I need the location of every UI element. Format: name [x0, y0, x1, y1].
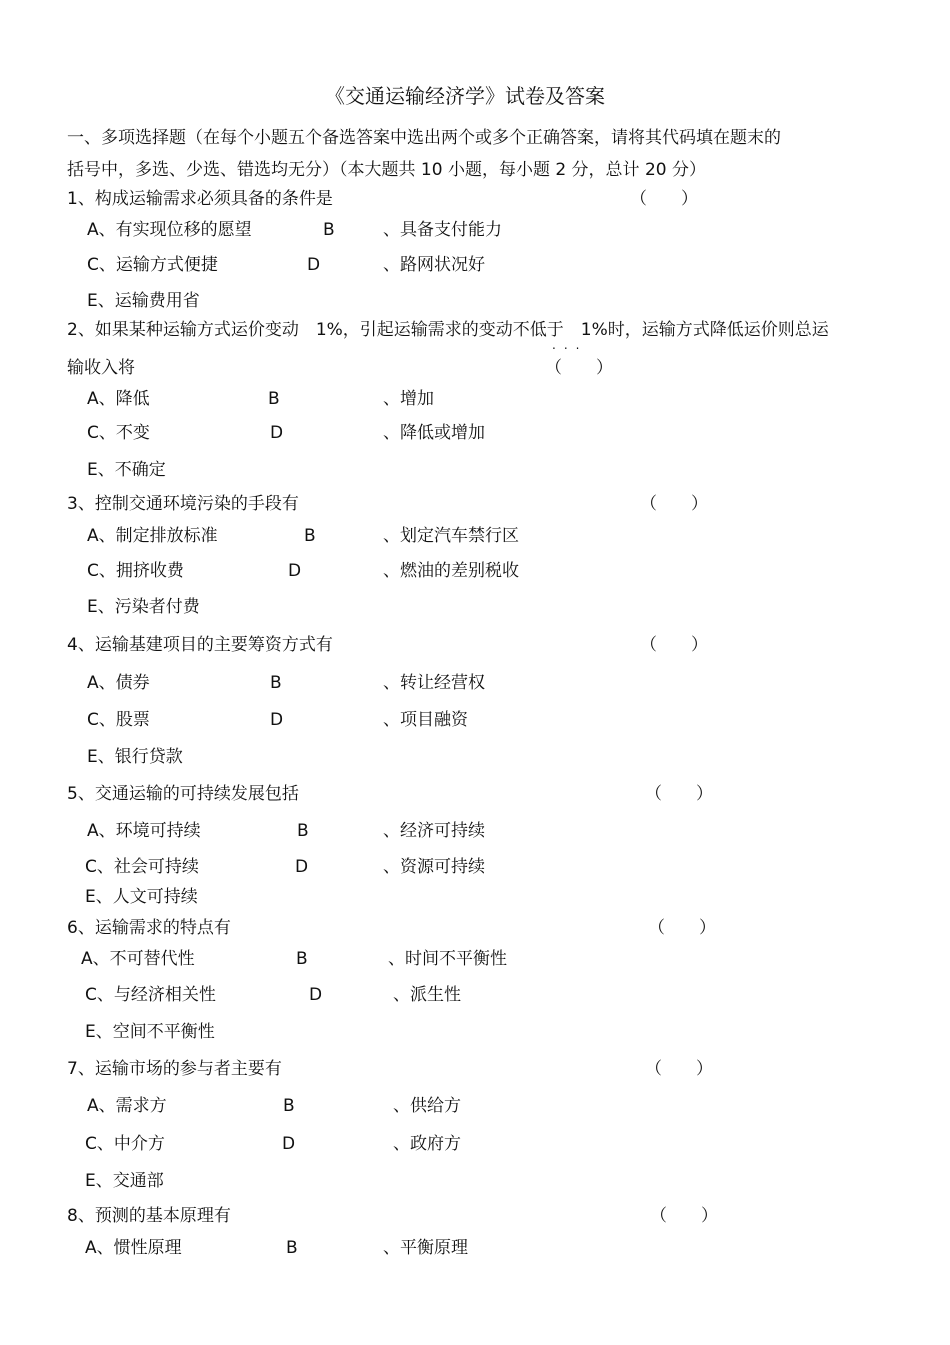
q3-option-d: 、燃油的差别税收	[383, 561, 519, 581]
q7-option-c: C、中介方	[85, 1134, 165, 1154]
q2-option-b-letter: B	[268, 389, 280, 409]
q6-option-d-letter: D	[309, 985, 323, 1005]
q7-option-d-letter: D	[282, 1134, 296, 1154]
q7-answer-paren: （ ）	[645, 1059, 713, 1079]
q5-answer-paren: （ ）	[645, 784, 713, 804]
q5-option-d-letter: D	[295, 857, 309, 877]
q1-answer-paren: （ ）	[630, 189, 698, 209]
q3-option-b: 、划定汽车禁行区	[383, 526, 519, 546]
q4-option-e: E、银行贷款	[87, 747, 183, 767]
q3-option-d-letter: D	[288, 561, 302, 581]
q5-option-b: 、经济可持续	[383, 821, 485, 841]
q3-option-c: C、拥挤收费	[87, 561, 184, 581]
q8-option-b-letter: B	[286, 1238, 298, 1258]
q2-stem-line2: 输收入将	[67, 358, 135, 378]
q5-option-b-letter: B	[297, 821, 309, 841]
q5-option-e: E、人文可持续	[85, 887, 198, 907]
q1-option-d-letter: D	[307, 255, 321, 275]
q6-option-c: C、与经济相关性	[85, 985, 216, 1005]
q7-option-b-letter: B	[283, 1096, 295, 1116]
q2-emphasis-dots: ...	[552, 338, 588, 352]
q1-option-c: C、运输方式便捷	[87, 255, 218, 275]
q2-option-e: E、不确定	[87, 460, 166, 480]
page-title: 《交通运输经济学》试卷及答案	[325, 84, 605, 108]
q4-option-d-letter: D	[270, 710, 284, 730]
q4-answer-paren: （ ）	[640, 635, 708, 655]
q5-stem: 5、交通运输的可持续发展包括	[67, 784, 299, 804]
q1-option-e: E、运输费用省	[87, 291, 200, 311]
q1-option-a: A、有实现位移的愿望	[87, 220, 252, 240]
q2-answer-paren: （ ）	[545, 358, 613, 378]
section-heading-line2: 括号中，多选、少选、错选均无分）（本大题共 10 小题，每小题 2 分，总计 20 分）	[67, 160, 707, 180]
q8-option-a: A、惯性原理	[85, 1238, 182, 1258]
q3-option-a: A、制定排放标准	[87, 526, 218, 546]
q5-option-c: C、社会可持续	[85, 857, 199, 877]
q8-stem: 8、预测的基本原理有	[67, 1206, 231, 1226]
section-heading-line1: 一、多项选择题（在每个小题五个备选答案中选出两个或多个正确答案，请将其代码填在题末的	[67, 128, 781, 148]
q8-answer-paren: （ ）	[650, 1206, 718, 1226]
q6-stem: 6、运输需求的特点有	[67, 918, 231, 938]
q2-option-a: A、降低	[87, 389, 150, 409]
q5-option-a: A、环境可持续	[87, 821, 201, 841]
q2-stem-line1: 2、如果某种运输方式运价变动 1%，引起运输需求的变动不低于 1%时，运输方式降低运价则总运	[67, 320, 829, 340]
q7-option-e: E、交通部	[85, 1171, 164, 1191]
q2-option-d-letter: D	[270, 423, 284, 443]
q2-option-c: C、不变	[87, 423, 150, 443]
q3-answer-paren: （ ）	[640, 494, 708, 514]
q4-stem: 4、运输基建项目的主要筹资方式有	[67, 635, 333, 655]
q7-stem: 7、运输市场的参与者主要有	[67, 1059, 282, 1079]
q2-option-d: 、降低或增加	[383, 423, 485, 443]
q8-option-b: 、平衡原理	[383, 1238, 468, 1258]
q4-option-d: 、项目融资	[383, 710, 468, 730]
q1-stem: 1、构成运输需求必须具备的条件是	[67, 189, 333, 209]
q2-option-b: 、增加	[383, 389, 434, 409]
q7-option-b: 、供给方	[393, 1096, 461, 1116]
q3-option-e: E、污染者付费	[87, 597, 200, 617]
q4-option-b: 、转让经营权	[383, 673, 485, 693]
q6-option-b-letter: B	[296, 949, 308, 969]
q4-option-b-letter: B	[270, 673, 282, 693]
q7-option-d: 、政府方	[393, 1134, 461, 1154]
q4-option-c: C、股票	[87, 710, 150, 730]
q3-stem: 3、控制交通环境污染的手段有	[67, 494, 299, 514]
q4-option-a: A、债券	[87, 673, 150, 693]
q1-option-b-letter: B	[323, 220, 335, 240]
q3-option-b-letter: B	[304, 526, 316, 546]
q6-answer-paren: （ ）	[648, 918, 716, 938]
q1-option-b: 、具备支付能力	[383, 220, 502, 240]
q6-option-d: 、派生性	[393, 985, 461, 1005]
q1-option-d: 、路网状况好	[383, 255, 485, 275]
q5-option-d: 、资源可持续	[383, 857, 485, 877]
q6-option-b: 、时间不平衡性	[388, 949, 507, 969]
q7-option-a: A、需求方	[87, 1096, 167, 1116]
q6-option-e: E、空间不平衡性	[85, 1022, 215, 1042]
q6-option-a: A、不可替代性	[81, 949, 195, 969]
